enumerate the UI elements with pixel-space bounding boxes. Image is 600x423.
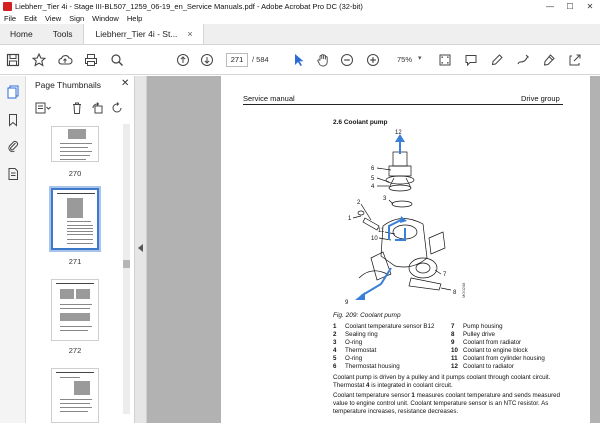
- next-page-icon[interactable]: [198, 51, 216, 69]
- tab-close-icon[interactable]: ×: [187, 29, 193, 39]
- document-canvas[interactable]: [147, 76, 600, 423]
- callout-12: 12: [395, 130, 402, 136]
- zoom-out-icon[interactable]: [338, 51, 356, 69]
- page-number-input[interactable]: 271: [226, 53, 248, 67]
- tab-bar: [0, 24, 600, 45]
- bookmark-star-icon[interactable]: [30, 51, 48, 69]
- acrobat-icon: [3, 2, 12, 11]
- layers-page-icon[interactable]: [5, 166, 21, 182]
- callout-7: 7: [443, 272, 447, 278]
- rotate-left-icon[interactable]: [89, 100, 105, 116]
- thumbnail-label: 272: [68, 346, 82, 355]
- hand-tool-icon[interactable]: [314, 51, 332, 69]
- legend-item: 1 Coolant temperature sensor B12: [333, 323, 435, 330]
- thumbnail-page-272[interactable]: [51, 279, 99, 341]
- body-paragraph: Coolant temperature sensor 1 measures coolant temperature and sends measured value to engine control unit. Coolant temperature sensor is an NTC resistor. As temperature increases, resistance decreases.: [333, 392, 561, 415]
- cloud-upload-icon[interactable]: [56, 51, 74, 69]
- thumbnails-tools: [33, 100, 129, 116]
- figure-caption: Fig. 209: Coolant pump: [333, 312, 401, 319]
- header-rule: [243, 104, 563, 105]
- thumbnails-scrollbar[interactable]: [123, 124, 130, 414]
- share-icon[interactable]: [566, 51, 584, 69]
- zoom-in-icon[interactable]: [364, 51, 382, 69]
- callout-3: 3: [383, 196, 387, 202]
- legend-item: 5 O-ring: [333, 355, 363, 362]
- pdf-page: [221, 76, 590, 423]
- page-thumbnails-icon[interactable]: [5, 84, 21, 100]
- tab-home[interactable]: Home: [10, 29, 33, 39]
- callout-5: 5: [371, 176, 375, 182]
- tab-document-label: Liebherr_Tier 4i - St...: [95, 29, 178, 39]
- thumbnail-page-271[interactable]: [51, 188, 99, 250]
- attachment-icon[interactable]: [5, 138, 21, 154]
- bookmark-icon[interactable]: [5, 112, 21, 128]
- select-pointer-icon[interactable]: [290, 51, 308, 69]
- toolbar: [0, 45, 600, 75]
- body-paragraph: Coolant pump is driven by a pulley and it pumps coolant through coolant circuit. Thermostat 4 is integrated in coolant circuit.: [333, 374, 551, 389]
- legend-item: 7 Pump housing: [451, 323, 503, 330]
- legend-item: 2 Sealing ring: [333, 331, 378, 338]
- legend-item: 6 Thermostat housing: [333, 363, 400, 370]
- thumbnails-title: Page Thumbnails: [35, 80, 101, 90]
- window-title: Liebherr_Tier 4i - Stage III-BL507_1259_06-19_en_Service Manuals.pdf - Adobe Acrobat Pro DC (32-bit): [15, 1, 363, 11]
- section-title: 2.6 Coolant pump: [333, 119, 388, 126]
- callout-4: 4: [371, 184, 375, 190]
- delete-icon[interactable]: [69, 100, 85, 116]
- options-menu-icon[interactable]: [35, 100, 51, 116]
- comment-icon[interactable]: [462, 51, 480, 69]
- callout-10: 10: [371, 236, 378, 242]
- thumbnail-label: 270: [68, 169, 82, 178]
- legend-item: 10 Coolant to engine block: [451, 347, 528, 354]
- callout-2: 2: [357, 200, 361, 206]
- page-total: / 584: [252, 55, 269, 64]
- callout-9: 9: [345, 300, 349, 306]
- thumbnail-label: 271: [68, 257, 82, 266]
- callout-11: 11: [378, 228, 385, 234]
- maximize-button[interactable]: ☐: [566, 1, 574, 11]
- legend-item: 4 Thermostat: [333, 347, 377, 354]
- thumbnails-panel: [27, 76, 134, 423]
- fill-sign-icon[interactable]: [540, 51, 558, 69]
- coolant-pump-figure: [331, 128, 481, 308]
- draw-icon[interactable]: [514, 51, 532, 69]
- highlight-pen-icon[interactable]: [488, 51, 506, 69]
- legend-item: 12 Coolant to radiator: [451, 363, 514, 370]
- tab-document[interactable]: [83, 24, 204, 44]
- save-icon[interactable]: [4, 51, 22, 69]
- menu-window[interactable]: Window: [92, 13, 119, 23]
- window-controls: [540, 2, 600, 11]
- minimize-button[interactable]: —: [546, 1, 554, 11]
- page-header-right: Drive group: [521, 94, 560, 103]
- menu-bar: [0, 12, 600, 24]
- zoom-search-icon[interactable]: [108, 51, 126, 69]
- close-window-button[interactable]: ✕: [586, 1, 594, 11]
- previous-page-icon[interactable]: [174, 51, 192, 69]
- callout-8: 8: [453, 290, 457, 296]
- thumbnail-page-270[interactable]: [51, 126, 99, 162]
- menu-help[interactable]: Help: [126, 13, 143, 23]
- title-bar: [0, 0, 600, 12]
- callout-6: 6: [371, 166, 375, 172]
- menu-edit[interactable]: Edit: [24, 13, 38, 23]
- fit-page-icon[interactable]: [436, 51, 454, 69]
- close-icon[interactable]: ✕: [121, 78, 130, 89]
- legend-item: 9 Coolant from radiator: [451, 339, 522, 346]
- chevron-down-icon[interactable]: ▾: [418, 55, 422, 62]
- tab-tools[interactable]: Tools: [52, 29, 73, 39]
- menu-view[interactable]: View: [45, 13, 62, 23]
- page-header-left: Service manual: [243, 94, 295, 103]
- collapse-panel-icon[interactable]: [138, 244, 143, 252]
- thumbnail-page-273[interactable]: [51, 368, 99, 423]
- zoom-level[interactable]: 75%: [397, 55, 413, 64]
- print-icon[interactable]: [82, 51, 100, 69]
- panel-splitter[interactable]: [134, 76, 147, 423]
- menu-sign[interactable]: Sign: [69, 13, 85, 23]
- left-rail: [0, 76, 26, 423]
- menu-file[interactable]: File: [4, 13, 17, 23]
- figure-id: MG0208: [461, 282, 466, 298]
- callout-1: 1: [348, 216, 352, 222]
- legend-item: 8 Pulley drive: [451, 331, 495, 338]
- scrollbar-thumb[interactable]: [123, 260, 130, 268]
- legend-item: 11 Coolant from cylinder housing: [451, 355, 545, 362]
- rotate-right-icon[interactable]: [109, 100, 125, 116]
- legend-item: 3 O-ring: [333, 339, 363, 346]
